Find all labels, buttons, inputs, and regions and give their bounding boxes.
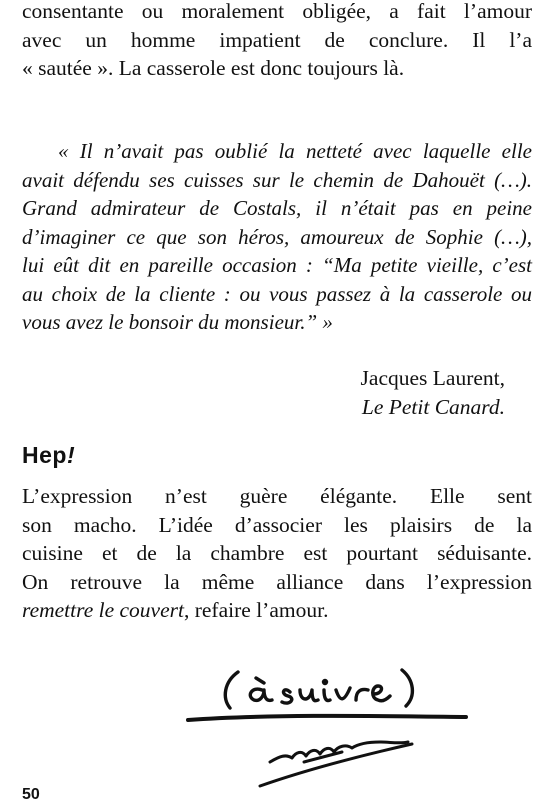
paragraph-line: « sautée ». La casserole est donc toujours là. xyxy=(22,56,405,80)
paragraph-line: son macho. L’idée d’associer les plaisirs de la xyxy=(22,512,532,537)
paragraph-line: avec un homme impatient de conclure. Il l’a xyxy=(22,27,532,52)
paragraph-line: cuisine et de la chambre est pourtant séduisante. xyxy=(22,541,532,565)
attribution-work: Le Petit Canard. xyxy=(361,395,505,419)
signature-icon xyxy=(240,728,430,798)
paragraph-line: L’expression n’est guère élégante. Elle sent xyxy=(22,484,532,508)
quote-line: Grand admirateur de Costals, il n’était pas en peine xyxy=(22,196,532,220)
section-heading xyxy=(22,442,75,469)
quote-line: d’imaginer ce que son héros, amoureux de Sophie (…), xyxy=(22,224,532,249)
paragraph-line xyxy=(22,596,532,625)
quote-line: lui eût dit en pareille occasion : “Ma petite vieille, c’est xyxy=(22,253,532,277)
quote-line: « Il n’avait pas oublié la netteté avec laquelle elle xyxy=(58,139,532,163)
handwritten-note-icon xyxy=(180,660,470,735)
italic-phrase: remettre le couvert xyxy=(22,598,184,622)
paragraph-line: consentante ou moralement obligée, a fait l’amour xyxy=(22,0,532,23)
paragraph-commentary xyxy=(22,482,532,625)
heading-mark: ! xyxy=(66,442,76,468)
paragraph-intro xyxy=(22,0,532,83)
heading-word: Hep xyxy=(22,442,67,468)
quote-line: au choix de la cliente : ou vous passez à la casserole ou xyxy=(22,281,532,306)
block-quote xyxy=(22,137,532,337)
attribution-author: Jacques Laurent, xyxy=(360,366,505,390)
paragraph-line: On retrouve la même alliance dans l’expression xyxy=(22,569,532,594)
page-number: 50 xyxy=(22,786,40,803)
quote-line: vous avez le bonsoir du monsieur.” » xyxy=(22,310,333,334)
quote-attribution xyxy=(300,364,505,422)
quote-line: avait défendu ses cuisses sur le chemin de Dahouët (…). xyxy=(22,167,532,192)
line-rest: , refaire l’amour. xyxy=(183,598,329,622)
